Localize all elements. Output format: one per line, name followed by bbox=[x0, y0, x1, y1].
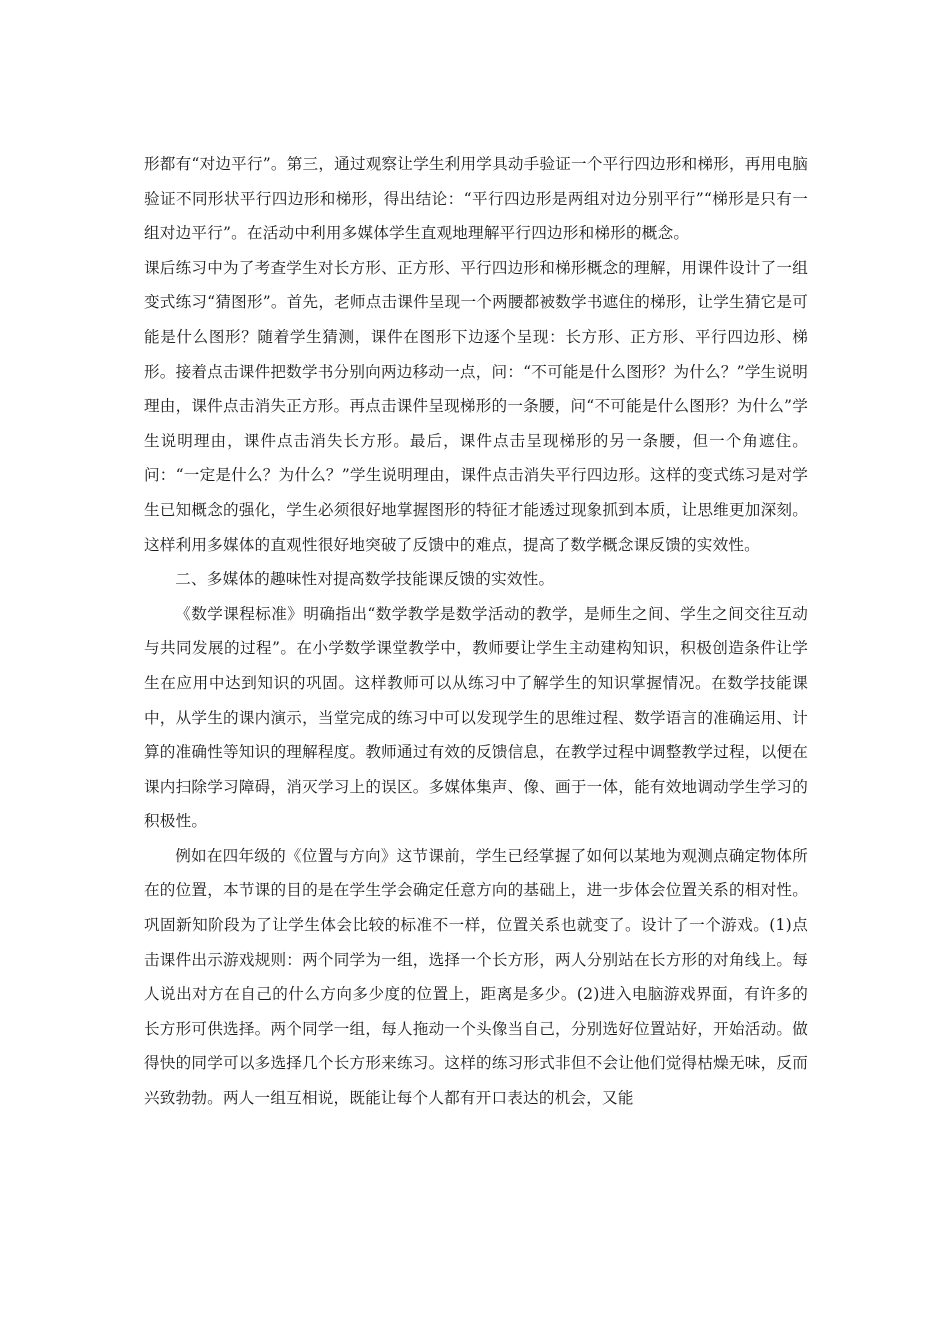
paragraph-2: 课后练习中为了考查学生对长方形、正方形、平行四边形和梯形概念的理解，用课件设计了一组变式练习“猜图形”。首先，老师点击课件呈现一个两腰都被数学书遮住的梯形，让学生猜它是可能是什么图形？随着学生猜测，课件在图形下边逐个呈现：长方形、正方形、平行四边形、梯形。接着点击课件把数学书分别向两边移动一点，问：“不可能是什么图形？为什么？”学生说明理由，课件点击消失正方形。再点击课件呈现梯形的一条腰，问“不可能是什么图形？为什么”学生说明理由，课件点击消失长方形。最后，课件点击呈现梯形的另一条腰，但一个角遮住。问：“一定是什么？为什么？”学生说明理由，课件点击消失平行四边形。这样的变式练习是对学生已知概念的强化，学生必须很好地掌握图形的特征才能透过现象抓到本质，让思维更加深刻。这样利用多媒体的直观性很好地突破了反馈中的难点，提高了数学概念课反馈的实效性。 bbox=[144, 258, 808, 554]
document-body bbox=[144, 147, 808, 1116]
section-heading-2: 二、多媒体的趣味性对提高数学技能课反馈的实效性。 bbox=[175, 570, 555, 589]
paragraph-3: 《数学课程标准》明确指出“数学教学是数学活动的教学，是师生之间、学生之间交往互动与共同发展的过程”。在小学数学课堂教学中，教师要让学生主动建构知识，积极创造条件让学生在应用中达到知识的巩固。这样教师可以从练习中了解学生的知识掌握情况。在数学技能课中，从学生的课内演示，当堂完成的练习中可以发现学生的思维过程、数学语言的准确运用、计算的准确性等知识的理解程度。教师通过有效的反馈信息，在教学过程中调整教学过程，以便在课内扫除学习障碍，消灭学习上的误区。多媒体集声、像、画于一体，能有效地调动学生学习的积极性。 bbox=[144, 604, 808, 831]
paragraph-4: 例如在四年级的《位置与方向》这节课前，学生已经掌握了如何以某地为观测点确定物体所在的位置，本节课的目的是在学生学会确定任意方向的基础上，进一步体会位置关系的相对性。巩固新知阶段为了让学生体会比较的标准不一样，位置关系也就变了。设计了一个游戏。(1)点击课件出示游戏规则：两个同学为一组，选择一个长方形，两人分别站在长方形的对角线上。每人说出对方在自己的什么方向多少度的位置上，距离是多少。(2)进入电脑游戏界面，有许多的长方形可供选择。两个同学一组，每人拖动一个头像当自己，分别选好位置站好，开始活动。做得快的同学可以多选择几个长方形来练习。这样的练习形式非但不会让他们觉得枯燥无味，反而兴致勃勃。两人一组互相说，既能让每个人都有开口表达的机会，又能 bbox=[144, 846, 808, 1108]
paragraph-1: 形都有“对边平行”。第三，通过观察让学生利用学具动手验证一个平行四边形和梯形，再用电脑验证不同形状平行四边形和梯形，得出结论：“平行四边形是两组对边分别平行”“梯形是只有一组对边平行”。在活动中利用多媒体学生直观地理解平行四边形和梯形的概念。 bbox=[144, 155, 808, 243]
